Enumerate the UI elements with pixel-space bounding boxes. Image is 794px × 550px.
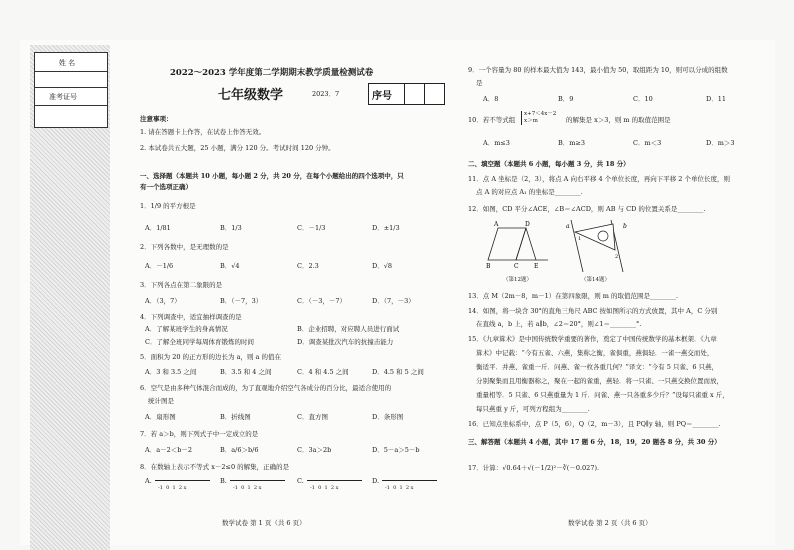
q11-stem: 11．点 A 坐标是（2，3），将点 A 向右平移 4 个单位长度，再向下平移 2 个单位长度，则 xyxy=(468,175,730,183)
q9-stem-cont: 是 xyxy=(476,79,483,87)
q17-stem: 17．计算：√0.64＋√(－1/2)²－∛(－0.027). xyxy=(468,464,600,472)
fig12-caption: （第12题） xyxy=(503,277,532,283)
q2-option-a: A．－1/6 xyxy=(145,262,174,270)
q5-option-a: A．3 和 3.5 之间 xyxy=(145,368,197,376)
fig12-label-c: C xyxy=(514,263,519,270)
fig12-label-a: A xyxy=(494,221,499,228)
q5-option-b: B．3.5 和 4 之间 xyxy=(220,368,272,376)
footer-right: 数学试卷 第 2 页（共 6 页） xyxy=(568,519,652,527)
fig14-label-1: 1 xyxy=(578,236,582,242)
q6-option-b: B．折线图 xyxy=(220,413,251,421)
q15-line-2: 算术》中记载：“今有五雀、六燕，集称之衡，雀俱重，燕俱轻．一雀一燕交而处， xyxy=(476,349,714,357)
section3-heading: 三、解答题（本题共 4 小题，其中 17 题 6 分，18，19，20 题各 8 分，共 30 分） xyxy=(468,438,721,446)
name-label: 姓 名 xyxy=(58,59,76,67)
subject-title: 七年级数学 xyxy=(218,88,284,103)
q9-option-d: D．11 xyxy=(706,95,726,103)
seq-cell xyxy=(424,84,444,104)
fig14-label-2: 2 xyxy=(615,254,619,260)
q4-stem: 4．下列调查中，适宜抽样调查的是 xyxy=(140,313,242,321)
figure-12 xyxy=(486,220,558,276)
q5-stem: 5．面积为 20 的正方形的边长为 a，则 a 的值在 xyxy=(140,353,281,361)
q6-option-c: C．直方图 xyxy=(297,413,328,421)
q10-option-b: B．m≥3 xyxy=(558,139,586,147)
note-item: 1. 请在答题卡上作答，在试卷上作答无效。 xyxy=(140,128,266,136)
name-blank xyxy=(35,71,107,88)
q5-option-d: D．4.5 和 5 之间 xyxy=(372,368,424,376)
note-item: 2. 本试卷共五大题，25 小题，满分 120 分。考试时间 120 分钟。 xyxy=(140,144,335,152)
id-label: 准考证号 xyxy=(49,93,77,101)
footer-left: 数学试卷 第 1 页（共 6 页） xyxy=(222,519,306,527)
section1-heading: 一、选择题（本题共 10 小题，每小题 2 分，共 20 分，在每个小题给出的四个选项中，只 xyxy=(140,172,404,180)
fig12-label-e: E xyxy=(534,263,539,270)
q9-stem: 9．一个容量为 80 的样本最大值为 143，最小值为 50，取组距为 10，则可以分成的组数 xyxy=(468,66,728,74)
axis-tick-labels: -1 0 1 2 x xyxy=(385,485,414,491)
q14-stem-cont: 在直线 a，b 上，若 a∥b，∠2＝20°，则∠1＝________°. xyxy=(476,320,642,328)
q9-option-a: A．8 xyxy=(483,95,499,103)
q13-stem: 13．点 M（2m－8，m－1）在第四象限，则 m 的取值范围是________. xyxy=(468,292,679,300)
fig14-label-b: b xyxy=(623,223,627,230)
q7-option-b: B．a/6＞b/6 xyxy=(220,446,259,454)
q10-option-d: D．m＞3 xyxy=(706,139,735,147)
q4-option-d: D．调查某批次汽车的抗撞击能力 xyxy=(297,338,394,346)
q8-option-b: B. xyxy=(220,477,227,485)
number-line-a xyxy=(155,476,210,484)
fig14-label-a: a xyxy=(566,223,570,230)
section2-heading: 二、填空题（本题共 6 小题，每小题 3 分，共 18 分） xyxy=(468,160,630,168)
q3-option-a: A．（3，7） xyxy=(145,297,181,305)
q2-option-b: B．√4 xyxy=(220,262,240,270)
q3-stem: 3．下列各点在第二象限的是 xyxy=(140,281,223,289)
q8-stem: 8．在数轴上表示不等式 x－2≤0 的解集，正确的是 xyxy=(140,463,290,471)
id-row xyxy=(35,87,107,106)
q1-option-b: B．1/3 xyxy=(220,224,242,232)
q6-option-a: A．扇形图 xyxy=(145,413,176,421)
q15-stem: 15．《九章算术》是中国传统数学重要的著作，奠定了中国传统数学的基本框架．《九章 xyxy=(468,335,717,343)
seq-cell xyxy=(404,84,425,104)
q3-option-d: D．（7，－3） xyxy=(372,297,415,305)
q7-stem: 7．若 a＞b，则下列式子中一定成立的是 xyxy=(140,430,259,438)
q9-option-b: B．9 xyxy=(558,95,574,103)
q7-option-c: C．3a＞2b xyxy=(297,446,332,454)
q15-line-5: 重量相等．5 只雀、6 只燕重量为 1 斤．问雀、燕一只各重多少斤？”设每只雀重 x 斤， xyxy=(476,391,729,399)
section1-heading-cont: 有一个选项正确） xyxy=(140,183,192,191)
fig12-label-d: D xyxy=(525,221,530,228)
q14-stem: 14．如图，将一块含 30°的直角三角尺 ABC 按如图所示的方式放置，其中 A，C 分别 xyxy=(468,307,718,315)
axis-tick-labels: -1 0 1 2 x xyxy=(233,485,262,491)
q10-inequality-system: x+7＜4x－2 x＞m xyxy=(521,111,556,125)
q6-stem: 6．空气是由多种气体混合而成的，为了直观地介绍空气各成分的百分比，最适合使用的 xyxy=(140,384,392,392)
q4-option-b: B．企业招聘，对应聘人员进行面试 xyxy=(297,325,400,333)
q7-option-d: D．5－a＞5－b xyxy=(372,446,420,454)
q1-option-c: C．－1/3 xyxy=(297,224,326,232)
number-line-c xyxy=(307,476,362,484)
q9-option-c: C．10 xyxy=(633,95,653,103)
fig12-label-b: B xyxy=(486,263,491,270)
number-line-b xyxy=(230,476,285,484)
q2-option-c: C．2.3 xyxy=(297,262,319,270)
axis-tick-labels: -1 0 1 2 x xyxy=(310,485,339,491)
student-info-box xyxy=(34,52,108,128)
q15-line-4: 分别聚集而且用衡器称之，聚在一起的雀重，燕轻．将一只雀、一只燕交换位置而放， xyxy=(476,377,723,385)
seq-label: 序号 xyxy=(372,91,392,102)
exam-date: 2023．7 xyxy=(312,90,340,98)
fig14-caption: （第14题） xyxy=(581,277,610,283)
number-line-d xyxy=(382,476,437,484)
q2-stem: 2．下列各数中，是无理数的是 xyxy=(140,243,229,251)
id-blank xyxy=(35,105,107,125)
axis-tick-labels: -1 0 1 2 x xyxy=(158,485,187,491)
exam-title: 2022～2023 学年度第二学期期末教学质量检测试卷 xyxy=(170,68,374,78)
q8-option-d: D. xyxy=(372,477,380,485)
q3-option-b: B．（－7，3） xyxy=(220,297,263,305)
figure-14 xyxy=(565,218,633,274)
q1-stem: 1．1/9 的平方根是 xyxy=(140,202,196,210)
q1-option-d: D．±1/3 xyxy=(372,224,400,232)
q10-stem-tail: 的解集是 x＞3，则 m 的取值范围是 xyxy=(566,116,671,124)
q4-option-a: A．了解某班学生的身高情况 xyxy=(145,325,228,333)
seq-box xyxy=(368,83,445,105)
q15-line-3: 衡适平．并燕、雀重一斤．问燕、雀一枚各重几何？”译文：“今有 5 只雀、6 只燕， xyxy=(476,363,719,371)
q6-stem-cont: 统计图是 xyxy=(148,397,174,405)
q6-option-d: D．条形图 xyxy=(372,413,404,421)
q5-option-c: C．4 和 4.5 之间 xyxy=(297,368,349,376)
q16-stem: 16．已知点坐标系中，点 P（5，6），Q（2，m－3），且 PQ∥y 轴，则 PQ＝________. xyxy=(468,420,721,428)
q10-option-c: C．m＜3 xyxy=(633,139,662,147)
q3-option-c: C．（－3，－7） xyxy=(297,297,346,305)
q4-option-c: C．了解全班同学每周体育锻炼的时间 xyxy=(145,338,254,346)
q8-option-a: A. xyxy=(145,477,152,485)
q15-line-6: 每只燕重 y 斤，可列方程组为________. xyxy=(476,405,590,413)
q7-option-a: A．a－2＜b－2 xyxy=(145,446,193,454)
notes-heading: 注意事项： xyxy=(140,115,173,123)
q10-stem: 10．若不等式组 xyxy=(468,116,516,124)
q1-option-a: A．1/81 xyxy=(145,224,171,232)
name-row xyxy=(35,53,107,72)
q8-option-c: C. xyxy=(297,477,304,485)
q11-stem-cont: 点 A 的对应点 A₁ 的坐标是________. xyxy=(476,188,583,196)
q2-option-d: D．√8 xyxy=(372,262,392,270)
q10-option-a: A．m≤3 xyxy=(483,139,510,147)
q12-stem: 12．如图，CD 平分∠ACE，∠B＝∠ACD，则 AB 与 CD 的位置关系是________. xyxy=(468,205,706,213)
